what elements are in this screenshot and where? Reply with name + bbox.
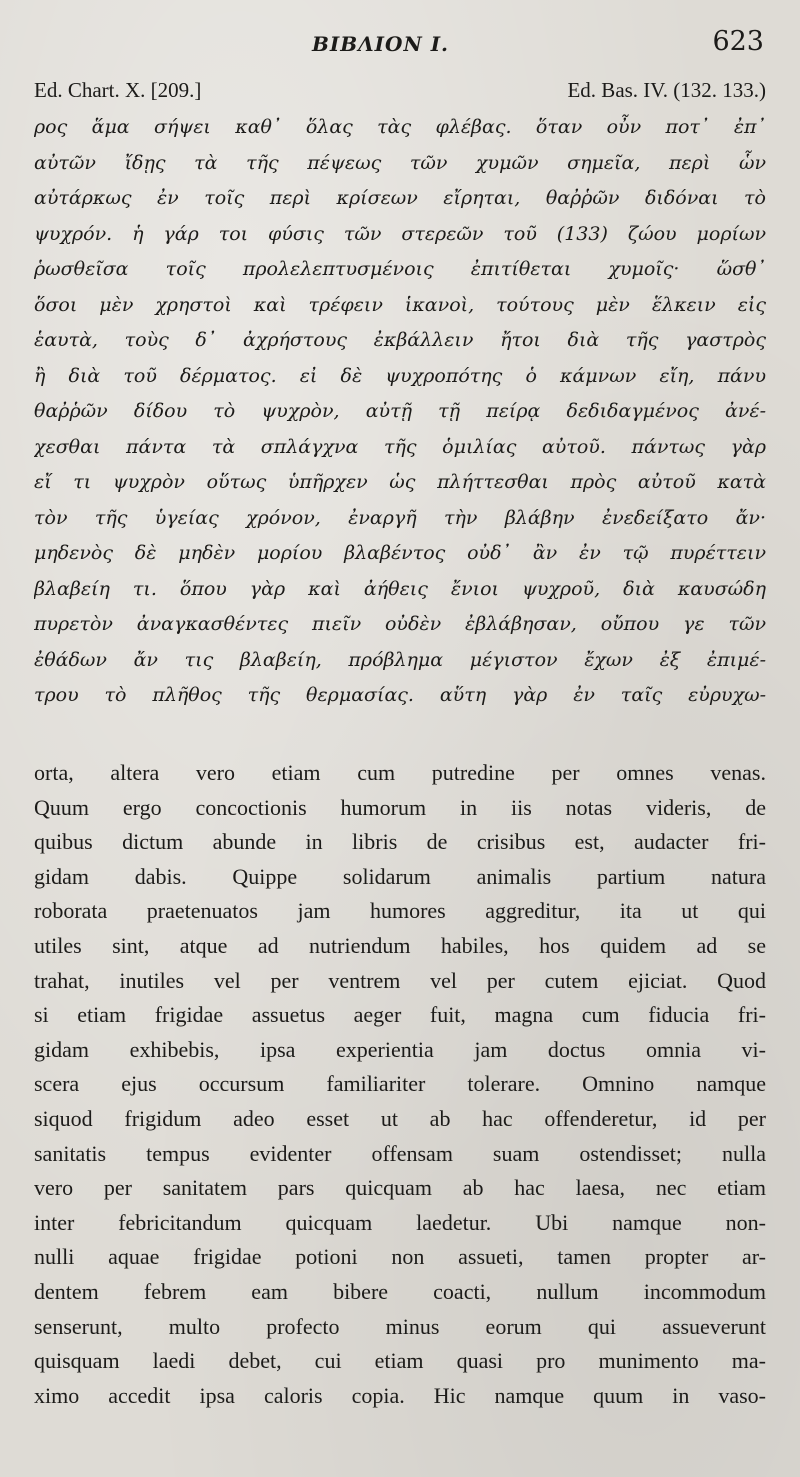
latin-line: nulli aquae frigidae potioni non assueti, tamen propter ar-: [34, 1244, 766, 1270]
latin-line: gidam dabis. Quippe solidarum animalis partium natura: [34, 863, 766, 889]
greek-line: ρος ἅμα σήψει καθ᾽ ὅλας τὰς φλέβας. ὅταν οὖν ποτ᾽ ἐπ᾽: [34, 116, 766, 138]
edition-reference-line: [34, 78, 766, 108]
greek-line: αὐτῶν ἴδῃς τὰ τῆς πέψεως τῶν χυμῶν σημεῖα, περὶ ὧν: [34, 151, 766, 174]
latin-line: gidam exhibebis, ipsa experientia jam doctus omnia vi-: [34, 1036, 766, 1062]
greek-line: βλαβείη τι. ὅπου γὰρ καὶ ἀήθεις ἔνιοι ψυχροῦ, διὰ καυσώδη: [34, 577, 766, 600]
latin-line: siquod frigidum adeo esset ut ab hac offenderetur, id per: [34, 1105, 766, 1131]
latin-line: ximo accedit ipsa caloris copia. Hic namque quum in vaso-: [34, 1382, 766, 1408]
latin-line: senserunt, multo profecto minus eorum qui assueverunt: [34, 1313, 766, 1339]
latin-line: trahat, inutiles vel per ventrem vel per cutem ejiciat. Quod: [34, 967, 766, 993]
running-title: BIBΛΙΟΝ I.: [312, 32, 450, 56]
greek-line: τὸν τῆς ὑγείας χρόνον, ἐναργῆ τὴν βλάβην ἐνεδείξατο ἄν·: [34, 506, 766, 529]
latin-line: sanitatis tempus evidenter offensam suam ostendisset; nulla: [34, 1140, 766, 1166]
latin-line: inter febricitandum quicquam laedetur. Ubi namque non-: [34, 1209, 766, 1235]
latin-line: vero per sanitatem pars quicquam ab hac laesa, nec etiam: [34, 1175, 766, 1201]
greek-line: χεσθαι πάντα τὰ σπλάγχνα τῆς ὁμιλίας αὐτοῦ. πάντως γὰρ: [34, 435, 766, 458]
latin-line: dentem febrem eam bibere coacti, nullum incommodum: [34, 1278, 766, 1304]
latin-line: scera ejus occursum familiariter tolerare. Omnino namque: [34, 1071, 766, 1097]
latin-line: quisquam laedi debet, cui etiam quasi pro munimento ma-: [34, 1348, 766, 1374]
edition-reference-right: Ed. Bas. IV. (132. 133.): [567, 78, 766, 102]
greek-line: πυρετὸν ἀναγκασθέντες πιεῖν οὐδὲν ἐβλάβησαν, οὔπου γε τῶν: [34, 613, 766, 635]
latin-line: utiles sint, atque ad nutriendum habiles, hos quidem ad se: [34, 932, 766, 958]
greek-line: ἑαυτὰ, τοὺς δ᾽ ἀχρήστους ἐκβάλλειν ἤτοι διὰ τῆς γαστρὸς: [34, 329, 766, 351]
latin-line: roborata praetenuatos jam humores aggreditur, ita ut qui: [34, 898, 766, 924]
greek-line: τρου τὸ πλῆθος τῆς θερμασίας. αὕτη γὰρ ἐν ταῖς εὐρυχω-: [34, 684, 766, 706]
greek-line: ἐθάδων ἄν τις βλαβείη, πρόβλημα μέγιστον ἔχων ἐξ ἐπιμέ-: [34, 648, 766, 671]
latin-text-block: [34, 756, 766, 1413]
page-number: 623: [712, 26, 764, 57]
latin-line: si etiam frigidae assuetus aeger fuit, magna cum fiducia fri-: [34, 1002, 766, 1028]
latin-line: quibus dictum abunde in libris de crisibus est, audacter fri-: [34, 829, 766, 855]
latin-line: Quum ergo concoctionis humorum in iis notas videris, de: [34, 794, 766, 820]
greek-line: ῥωσθεῖσα τοῖς προλελεπτυσμένοις ἐπιτίθεται χυμοῖς· ὥσθ᾽: [34, 258, 766, 280]
greek-line: θαῤῥῶν δίδου τὸ ψυχρὸν, αὐτῇ τῇ πείρᾳ δεδιδαγμένος ἀνέ-: [34, 400, 766, 422]
greek-line: ὅσοι μὲν χρηστοὶ καὶ τρέφειν ἱκανοὶ, τούτους μὲν ἕλκειν εἰς: [34, 293, 766, 316]
edition-reference-left: Ed. Chart. X. [209.]: [34, 78, 202, 102]
greek-line: μηδενὸς δὲ μηδὲν μορίου βλαβέντος οὐδ᾽ ἂν ἐν τῷ πυρέττειν: [34, 542, 766, 564]
greek-line: αὐτάρκως ἐν τοῖς περὶ κρίσεων εἴρηται, θαῤῥῶν διδόναι τὸ: [34, 187, 766, 209]
greek-text-block: [34, 110, 766, 714]
running-head: [0, 26, 800, 66]
greek-line: εἴ τι ψυχρὸν οὕτως ὑπῆρχεν ὡς πλήττεσθαι πρὸς αὐτοῦ κατὰ: [34, 471, 766, 493]
latin-line: orta, altera vero etiam cum putredine per omnes venas.: [34, 760, 766, 785]
greek-line: ψυχρόν. ἡ γάρ τοι φύσις τῶν στερεῶν τοῦ (133) ζώου μορίων: [34, 222, 766, 245]
greek-line: ἢ διὰ τοῦ δέρματος. εἰ δὲ ψυχροπότης ὁ κάμνων εἴη, πάνυ: [34, 364, 766, 387]
